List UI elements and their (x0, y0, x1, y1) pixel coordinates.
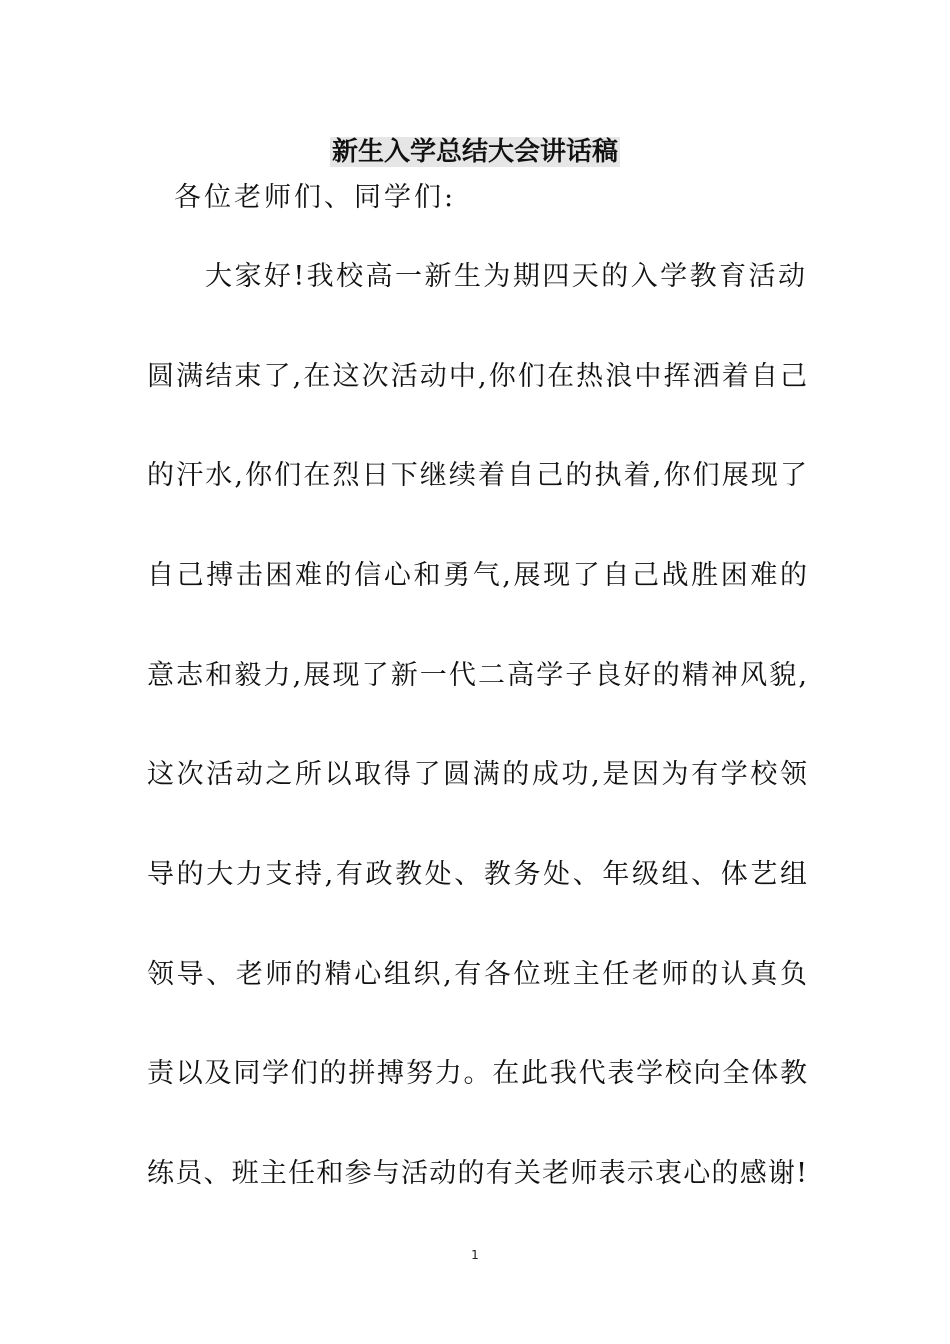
paragraph-line-7: 导的大力支持,有政教处、教务处、年级组、体艺组 (147, 859, 807, 890)
paragraph-line-6: 这次活动之所以取得了圆满的成功,是因为有学校领 (147, 759, 807, 790)
paragraph-line-10: 练员、班主任和参与活动的有关老师表示衷心的感谢! (147, 1158, 807, 1189)
paragraph-line-4: 自己搏击困难的信心和勇气,展现了自己战胜困难的 (147, 560, 807, 591)
paragraph-line-1: 大家好!我校高一新生为期四天的入学教育活动 (205, 261, 805, 292)
document-title (0, 132, 950, 172)
page-number: 1 (471, 1248, 479, 1262)
paragraph-line-8: 领导、老师的精心组织,有各位班主任老师的认真负 (147, 959, 807, 990)
document-title-text: 新生入学总结大会讲话稿 (331, 137, 618, 167)
paragraph-line-9: 责以及同学们的拼搏努力。在此我代表学校向全体教 (147, 1058, 807, 1089)
paragraph-line-2: 圆满结束了,在这次活动中,你们在热浪中挥洒着自己 (147, 361, 807, 392)
greeting-line: 各位老师们、同学们: (174, 182, 457, 213)
paragraph-line-5: 意志和毅力,展现了新一代二高学子良好的精神风貌, (147, 660, 807, 691)
paragraph-line-3: 的汗水,你们在烈日下继续着自己的执着,你们展现了 (147, 460, 807, 491)
